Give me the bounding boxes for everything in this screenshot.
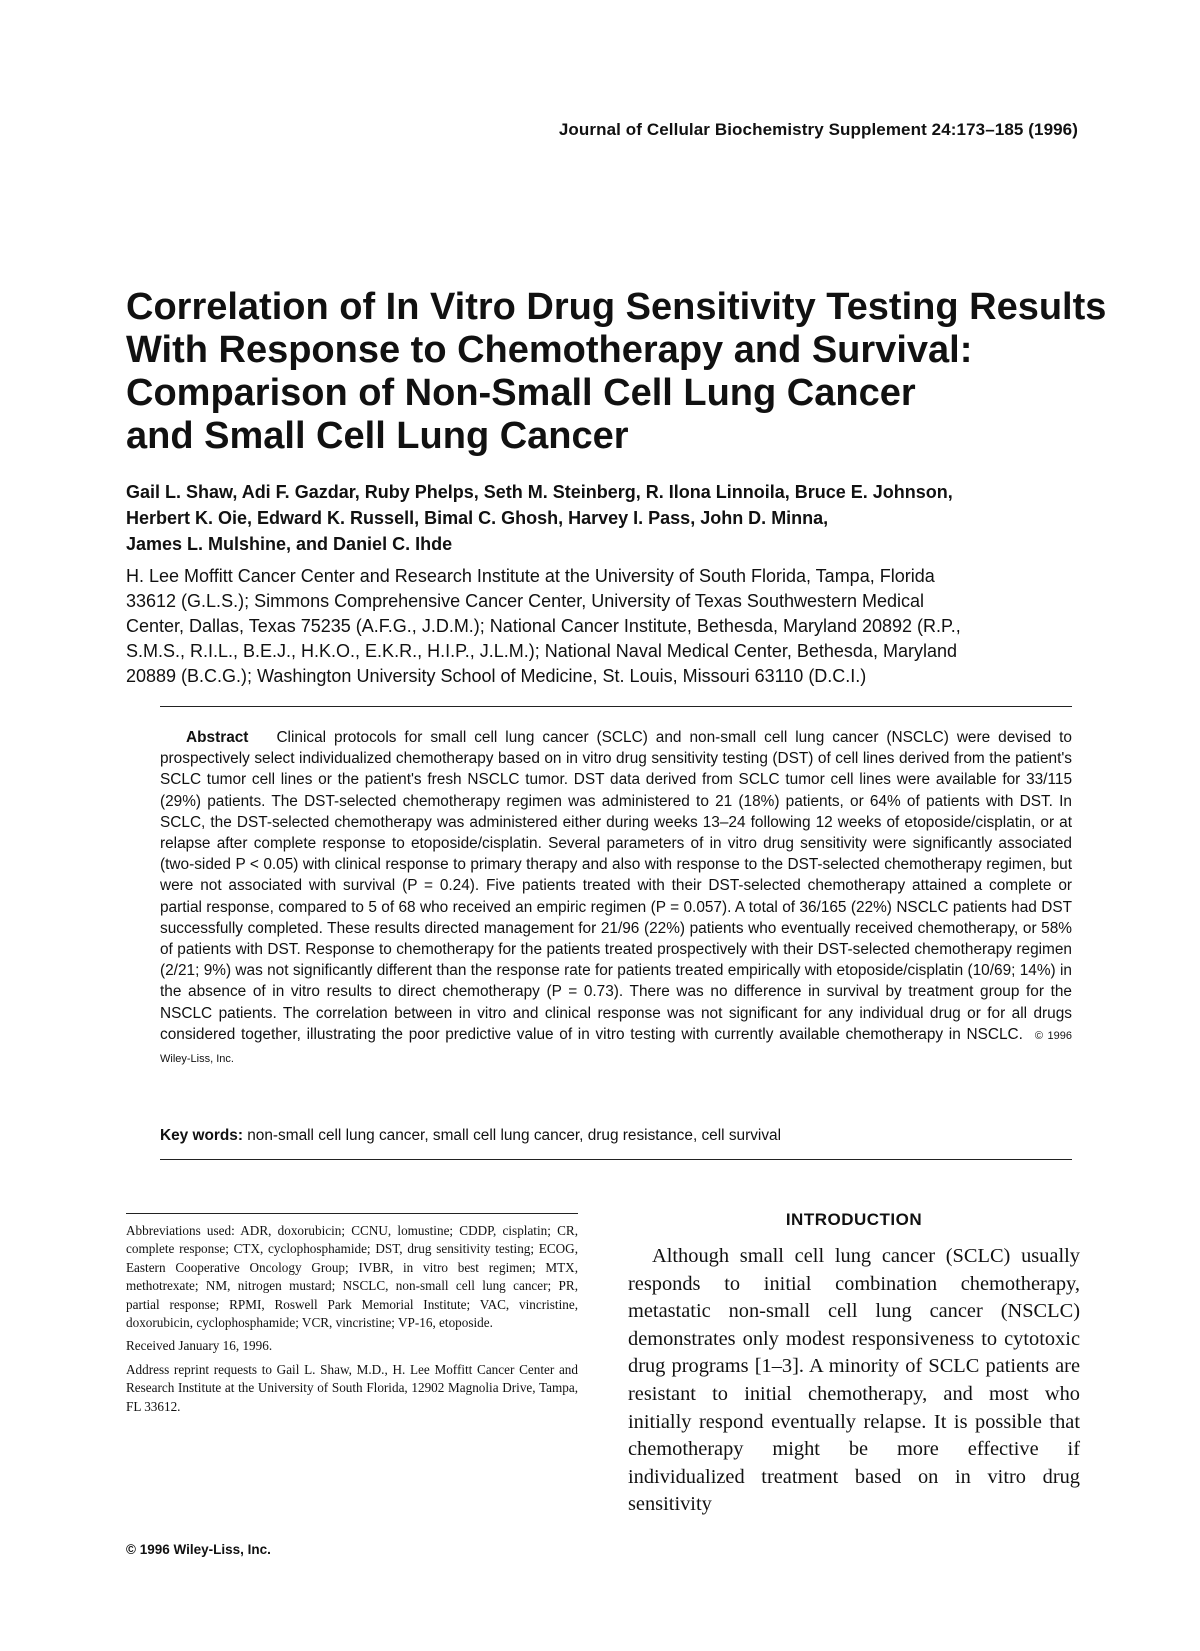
title-line: and Small Cell Lung Cancer [126,415,629,457]
affiliation-line: H. Lee Moffitt Cancer Center and Research Institute at the University of South Florida, Tampa, Florida [126,566,935,586]
affiliation-line: 20889 (B.C.G.); Washington University School of Medicine, St. Louis, Missouri 63110 (D.C.I.) [126,666,867,686]
title-line: Comparison of Non-Small Cell Lung Cancer [126,372,916,414]
author-line: Herbert K. Oie, Edward K. Russell, Bimal C. Ghosh, Harvey I. Pass, John D. Minna, [126,508,829,528]
abstract [160,727,1072,1070]
keywords-text: non-small cell lung cancer, small cell lung cancer, drug resistance, cell survival [247,1127,782,1144]
affiliation-line: S.M.S., R.I.L., B.E.J., H.K.O., E.K.R., H.I.P., J.L.M.); National Naval Medical Center, Bethesda, Maryland [126,641,957,661]
reprint-address: Address reprint requests to Gail L. Shaw, M.D., H. Lee Moffitt Cancer Center and Research Institute at the University of South Florida, 12902 Magnolia Drive, Tampa, FL 33612. [126,1361,578,1414]
introduction-text: Although small cell lung cancer (SCLC) usually responds to initial combination chemotherapy, metastatic non-small cell lung cancer (NSCLC) demonstrates only modest responsiveness to cytotoxic drug programs [1–3]. A minority of SCLC patients are resistant to initial chemotherapy, and most who initially respond eventually relapse. It is possible that chemotherapy might be more effective if individualized treatment based on in vitro drug sensitivity [628,1245,1080,1516]
affiliation-line: 33612 (G.L.S.); Simmons Comprehensive Cancer Center, University of Texas Southwestern Medical [126,591,925,611]
affiliation-line: Center, Dallas, Texas 75235 (A.F.G., J.D.M.); National Cancer Institute, Bethesda, Maryland 20892 (R.P., [126,616,961,636]
abstract-label: Abstract [186,729,249,746]
introduction-heading: INTRODUCTION [785,1210,923,1229]
affiliations [126,564,1086,689]
received-date: Received January 16, 1996. [126,1338,273,1354]
abstract-copyright: © 1996 Wiley-Liss, Inc. [160,1029,1072,1066]
abbreviations-note: Abbreviations used: ADR, doxorubicin; CCNU, lomustine; CDDP, cisplatin; CR, complete response; CTX, cyclophosphamide; DST, drug sensitivity testing; ECOG, Eastern Cooperative Oncology Group; IVBR, in vitro best regimen; MTX, methotrexate; NM, nitrogen mustard; NSCLC, non-small cell lung cancer; PR, partial response; RPMI, Roswell Park Memorial Institute; VAC, vincristine, doxorubicin, cyclophosphamide; VCR, vincristine; VP-16, etoposide. [126,1223,578,1331]
title-line: Correlation of In Vitro Drug Sensitivity Testing Results [126,286,1107,328]
article-title [126,286,1107,458]
copyright-footer: © 1996 Wiley-Liss, Inc. [126,1542,271,1557]
title-line: With Response to Chemotherapy and Survival: [126,329,973,371]
footnote-divider [126,1213,578,1214]
abstract-bottom-divider [160,1159,1072,1160]
keywords [160,1127,1072,1145]
author-list [126,479,1086,557]
footnotes [126,1222,578,1421]
author-line: James L. Mulshine, and Daniel C. Ihde [126,534,453,554]
keywords-label: Key words: [160,1127,243,1144]
journal-citation: Journal of Cellular Biochemistry Supplement 24:173–185 (1996) [558,120,1078,139]
abstract-top-divider [160,706,1072,707]
author-line: Gail L. Shaw, Adi F. Gazdar, Ruby Phelps, Seth M. Steinberg, R. Ilona Linnoila, Bruce E. Johnson, [126,482,953,502]
abstract-text: Clinical protocols for small cell lung cancer (SCLC) and non-small cell lung cancer (NSCLC) were devised to prospectively select individualized chemotherapy based on in vitro drug sensitivity testing (DST) of cell lines derived from the patient's SCLC tumor cell lines or the patient's fresh NSCLC tumor. DST data derived from SCLC tumor cell lines were available for 33/115 (29%) patients. The DST-selected chemotherapy regimen was administered to 21 (18%) patients, or 64% of patients with DST. In SCLC, the DST-selected chemotherapy was administered either during weeks 13–24 following 12 weeks of etoposide/cisplatin, or at relapse after complete response to etoposide/cisplatin. Several parameters of in vitro drug sensitivity were significantly associated (two-sided P < 0.05) with clinical response to primary therapy and also with response to the DST-selected chemotherapy regimen, but were not associated with survival (P = 0.24). Five patients treated with their DST-selected chemotherapy attained a complete or partial response, compared to 5 of 68 who received an empiric regimen (P = 0.057). A total of 36/165 (22%) NSCLC patients had DST successfully completed. These results directed management for 21/96 (22%) patients who eventually received chemotherapy, or 58% of patients with DST. Response to chemotherapy for the patients treated prospectively with their DST-selected chemotherapy regimen (2/21; 9%) was not significantly different than the response rate for patients treated empirically with etoposide/cisplatin (10/69; 14%) in the absence of in vitro results to direct chemotherapy (P = 0.73). There was no difference in survival by treatment group for the NSCLC patients. The correlation between in vitro and clinical response was not significant for any individual drug or for all drugs considered together, illustrating the poor predictive value of in vitro testing with currently available chemotherapy in NSCLC. [160,729,1072,1043]
